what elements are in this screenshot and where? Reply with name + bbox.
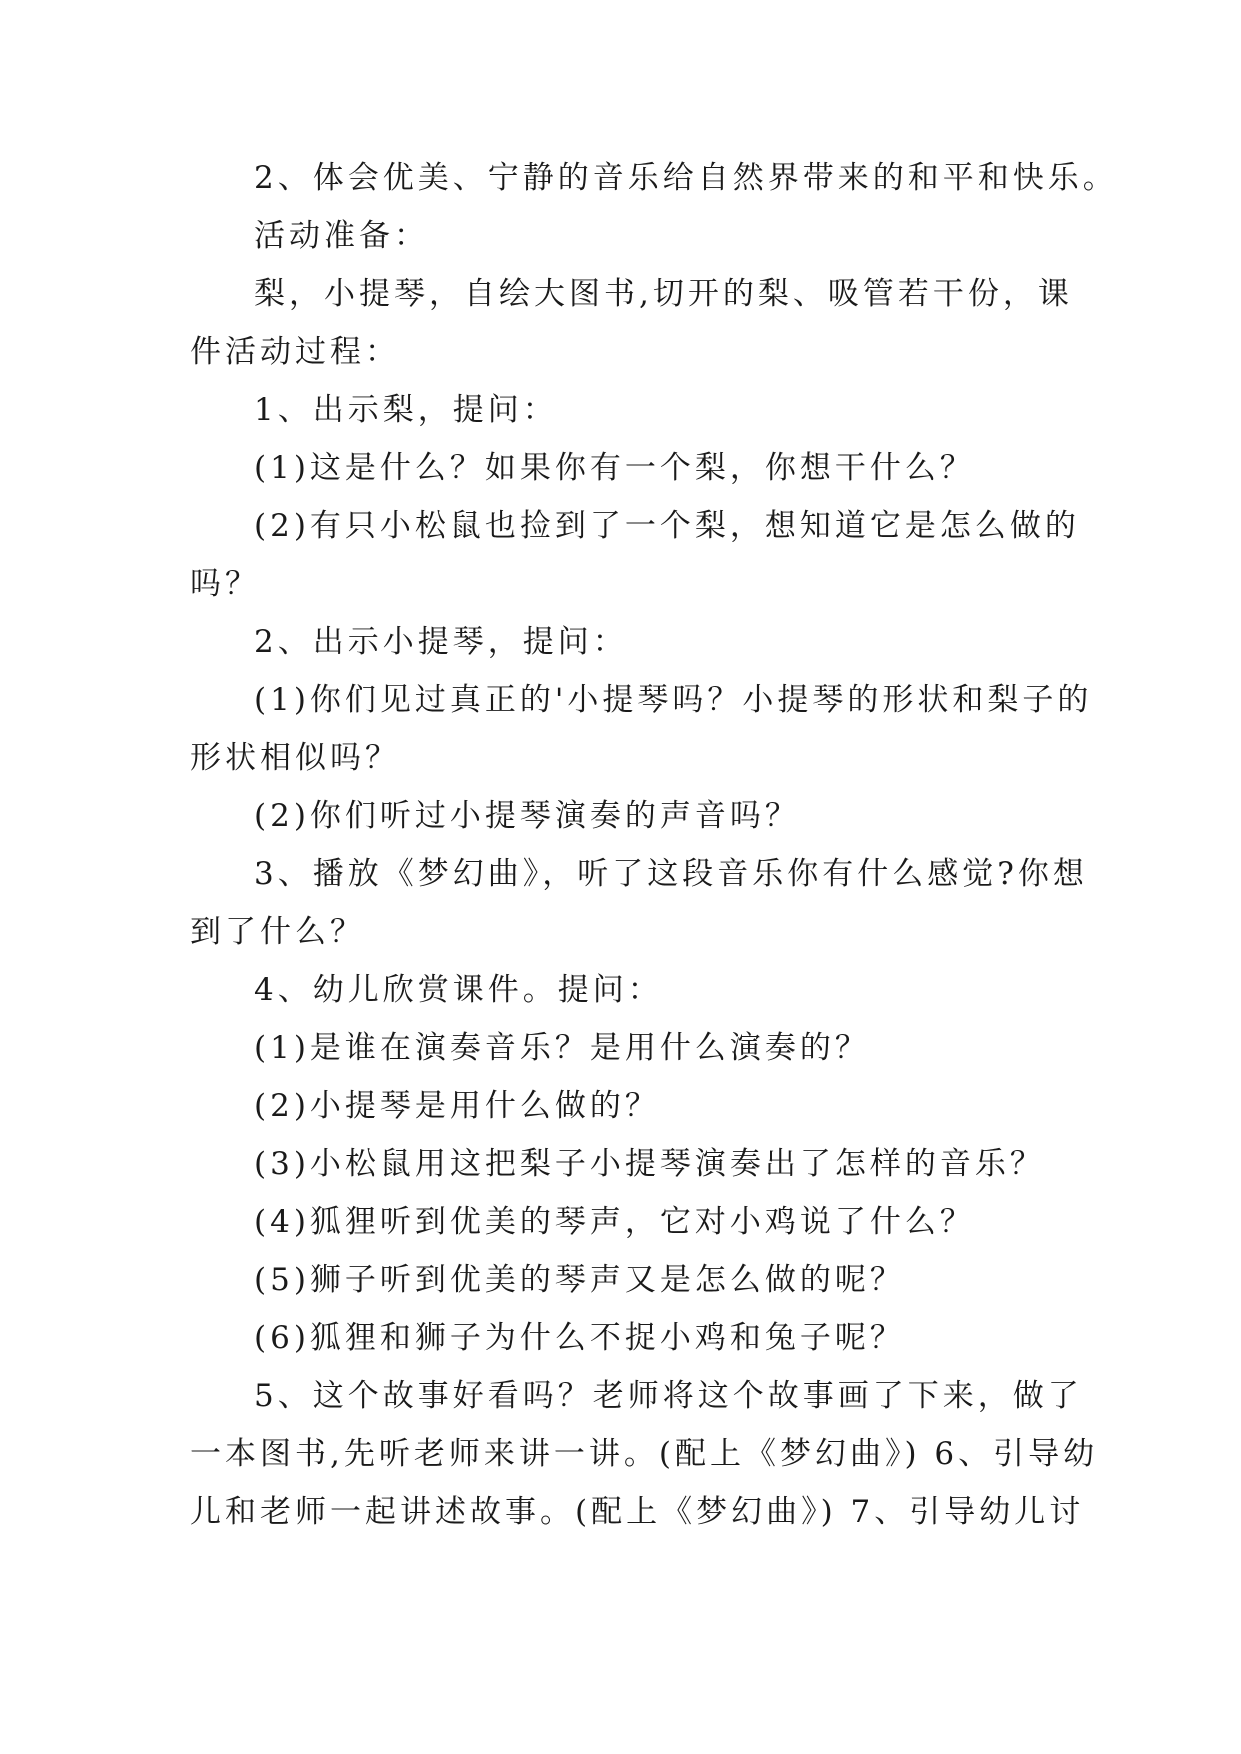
- paragraph-line: (1)是谁在演奏音乐？是用什么演奏的？: [254, 1030, 870, 1066]
- paragraph-line: (2)有只小松鼠也捡到了一个梨，想知道它是怎么做的: [254, 508, 1080, 544]
- paragraph-line: 1、出示梨，提问：: [254, 392, 558, 428]
- paragraph-line: (6)狐狸和狮子为什么不捉小鸡和兔子呢？: [254, 1320, 905, 1356]
- paragraph-line: (2)小提琴是用什么做的？: [254, 1088, 660, 1124]
- paragraph-line: (4)狐狸听到优美的琴声，它对小鸡说了什么？: [254, 1204, 975, 1240]
- paragraph-line: 儿和老师一起讲述故事。(配上《梦幻曲》) 7、引导幼儿讨: [190, 1494, 1085, 1530]
- paragraph-line: 2、出示小提琴，提问：: [254, 624, 628, 660]
- paragraph-line: (1)这是什么？如果你有一个梨，你想干什么？: [254, 450, 975, 486]
- paragraph-line: (2)你们听过小提琴演奏的声音吗？: [254, 798, 800, 834]
- paragraph-line: 梨，小提琴，自绘大图书,切开的梨、吸管若干份，课: [254, 276, 1073, 312]
- paragraph-line: (1)你们见过真正的'小提琴吗？小提琴的形状和梨子的: [254, 682, 1093, 718]
- paragraph-line: 形状相似吗？: [190, 740, 400, 776]
- paragraph-line: 一本图书,先听老师来讲一讲。(配上《梦幻曲》) 6、引导幼: [190, 1436, 1099, 1472]
- paragraph-line: 5、这个故事好看吗？老师将这个故事画了下来，做了: [254, 1378, 1083, 1414]
- paragraph-line: (3)小松鼠用这把梨子小提琴演奏出了怎样的音乐？: [254, 1146, 1045, 1182]
- paragraph-line: 到了什么？: [190, 914, 365, 950]
- paragraph-line: (5)狮子听到优美的琴声又是怎么做的呢？: [254, 1262, 905, 1298]
- paragraph-line: 吗？: [190, 566, 260, 602]
- paragraph-line: 4、幼儿欣赏课件。提问：: [254, 972, 663, 1008]
- paragraph-line: 件活动过程：: [190, 334, 400, 370]
- paragraph-line: 2、体会优美、宁静的音乐给自然界带来的和平和快乐。: [254, 160, 1118, 196]
- section-heading: 活动准备：: [254, 218, 429, 254]
- paragraph-line: 3、播放《梦幻曲》，听了这段音乐你有什么感觉?你想: [254, 856, 1088, 892]
